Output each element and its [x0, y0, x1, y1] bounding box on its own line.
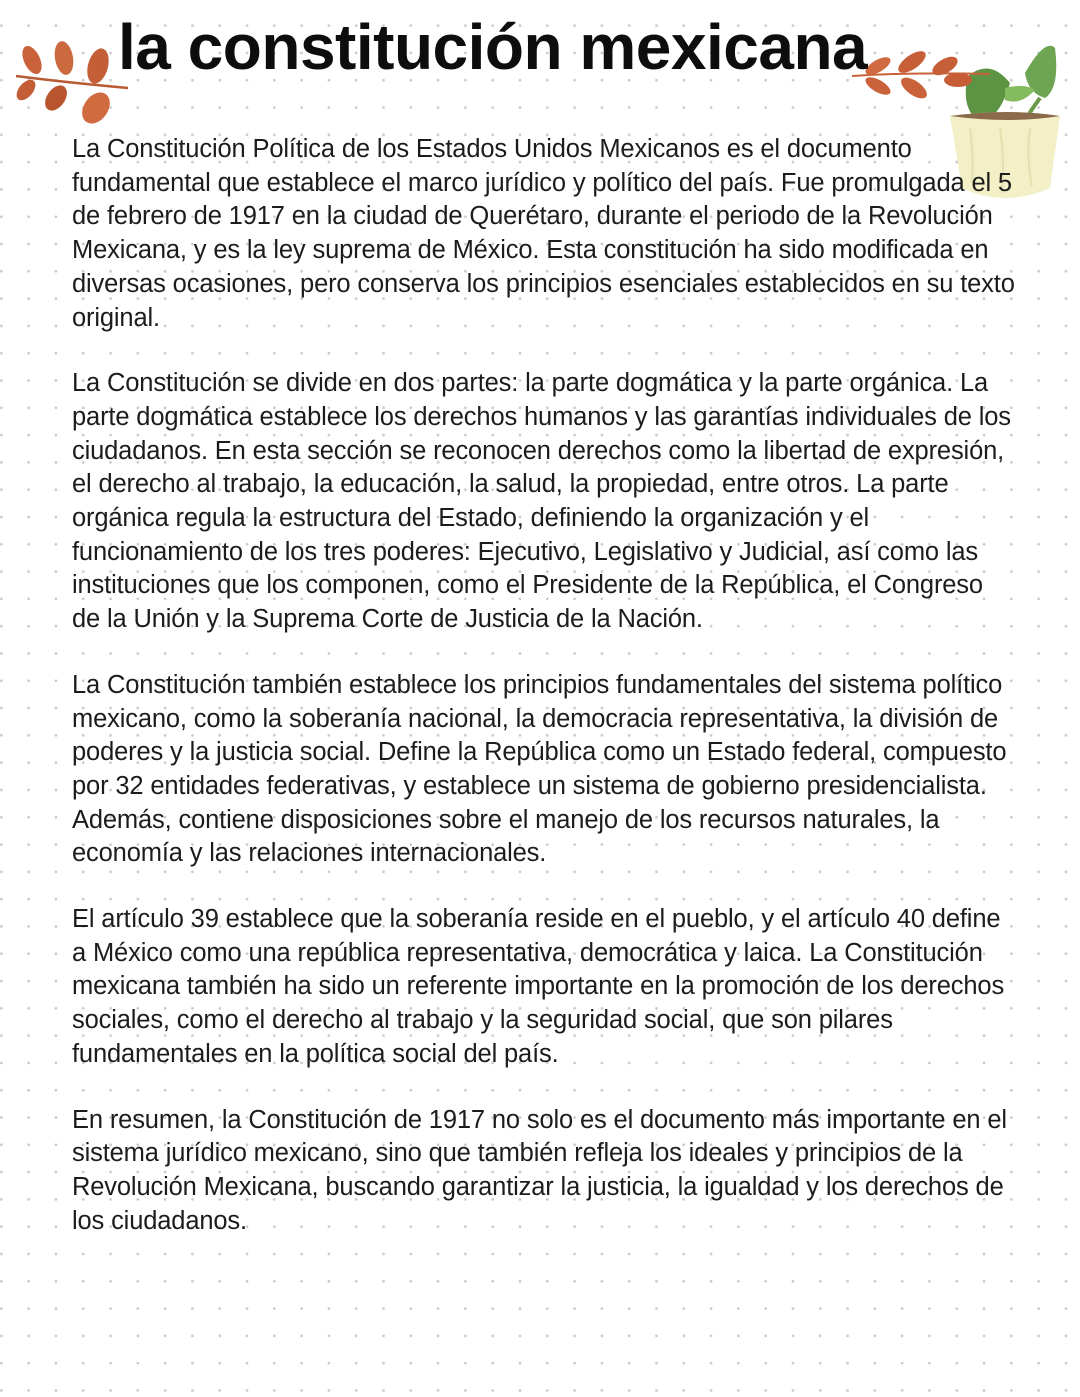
paragraph-articles: El artículo 39 establece que la soberanía reside en el pueblo, y el artículo 40 define a México como una república representativa, democrática y laica. La Constitución mexicana también ha sido un referente importante en la promoción de los derechos sociales, como el derecho al trabajo y la seguridad social, que son pilares fundamentales en la política social del país.: [72, 905, 1005, 1068]
page-title: la constitución mexicana: [118, 11, 868, 83]
orange-leaf-branch-icon: [12, 36, 132, 126]
paragraph-intro: La Constitución Política de los Estados Unidos Mexicanos es el documento fundamental que establece el marco jurídico y político del país. Fue promulgada el 5 de febrero de 1917 en la ciudad de Querétaro, durante el periodo de la Revolución Mexicana, y es la ley suprema de México. Esta constitución ha sido modificada en diversas ocasiones, pero conserva los principios esenciales establecidos en su texto original.: [72, 135, 1015, 332]
paragraph-structure: La Constitución se divide en dos partes: la parte dogmática y la parte orgánica. La parte dogmática establece los derechos humanos y las garantías individuales de los ciudadanos. En esta sección se reconocen derechos como la libertad de expresión, el derecho al trabajo, la educación, la salud, la propiedad, entre otros. La parte orgánica regula la estructura del Estado, definiendo la organización y el funcionamiento de los tres poderes: Ejecutivo, Legislativo y Judicial, así como las instituciones que los componen, como el Presidente de la República, el Congreso de la Unión y la Suprema Corte de Justicia de la Nación.: [72, 369, 1011, 634]
paragraph-summary: En resumen, la Constitución de 1917 no solo es el documento más importante en el sistema jurídico mexicano, sino que también refleja los ideales y principios de la Revolución Mexicana, buscando garantizar la justicia, la igualdad y los derechos de los ciudadanos.: [72, 1105, 1007, 1235]
paragraph-principles: La Constitución también establece los principios fundamentales del sistema político mexicano, como la soberanía nacional, la democracia representativa, la división de poderes y la justicia social. Define la República como un Estado federal, compuesto por 32 entidades federativas, y establece un sistema de gobierno presidencialista. Además, contiene disposiciones sobre el manejo de los recursos naturales, la economía y las relaciones internacionales.: [72, 670, 1007, 868]
document-body: [72, 133, 1017, 1270]
